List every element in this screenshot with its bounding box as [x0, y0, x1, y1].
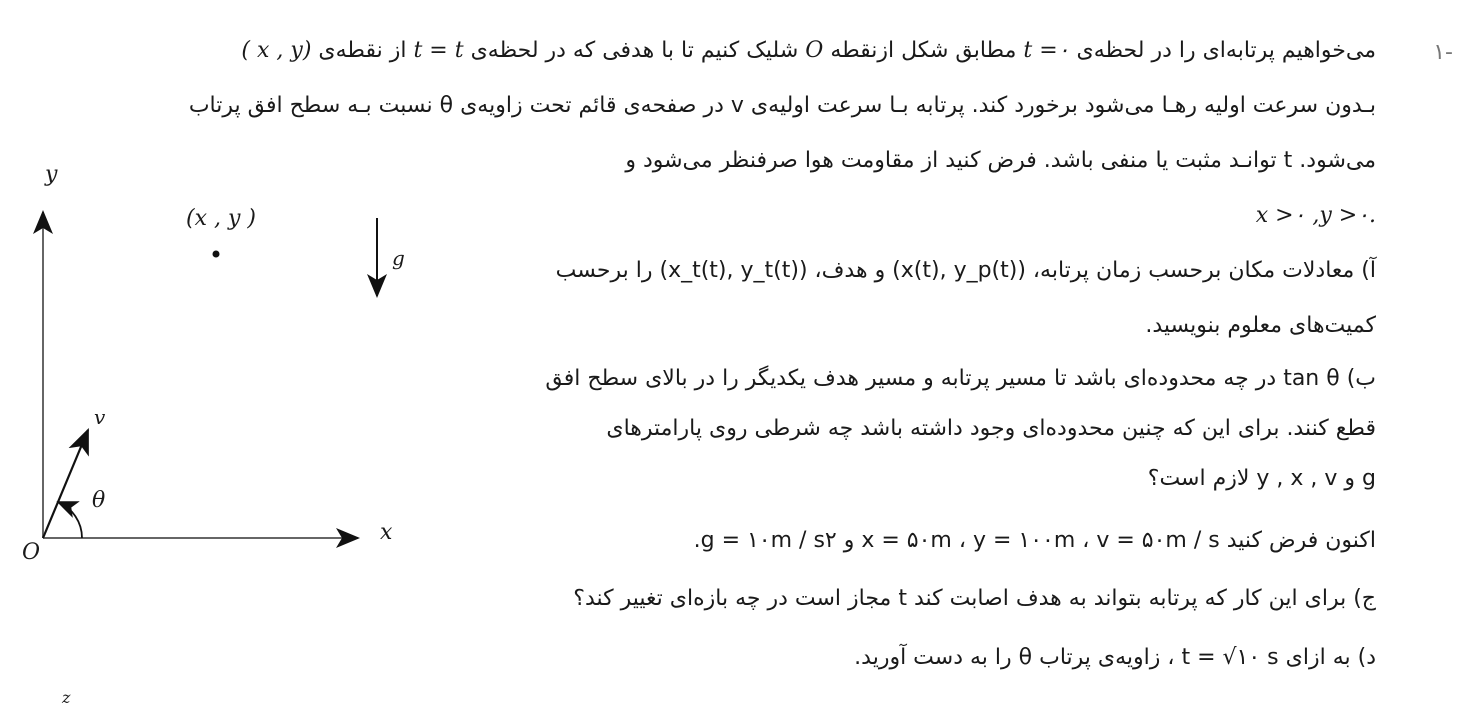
now-assume-line: اکنون فرض کنید x = ۵۰m ، y = ۱۰۰m ، v = ۵۰m / s و g = ۱۰m / s۲. [693, 528, 1376, 553]
line1-text-a: می‌خواهیم پرتابه‌ای را در لحظه‌ی [1076, 38, 1376, 63]
problem-line-2: بـدون سرعت اولیه رهـا می‌شود برخورد کند. پرتابه بـا سرعت اولیه‌ی v در صفحه‌ی قائم تحت زاویه‌ی θ نسبت بـه سطح افق پرتاب [188, 93, 1376, 118]
bottom-axis-label: z [62, 688, 71, 707]
line1-t-eq: t = t [413, 38, 464, 63]
problem-line-1 [241, 38, 1376, 63]
figure-svg [0, 150, 440, 705]
line1-point: (x , y ) [241, 38, 312, 63]
y-axis-label: y [45, 162, 58, 187]
theta-arc [58, 502, 82, 538]
velocity-arrow [43, 430, 88, 538]
velocity-label: v [94, 405, 106, 429]
part-a-line-2: کمیت‌های معلوم بنویسید. [1145, 313, 1376, 338]
line1-text-c: شلیک کنیم تا با هدفی که در لحظه‌ی [470, 38, 799, 63]
part-b-line-1: ب) tan θ در چه محدوده‌ای باشد تا مسیر پرتابه و مسیر هدف یکدیگر را در بالای سطح افق [545, 366, 1376, 391]
part-b-line-3: g و y , x , v لازم است؟ [1147, 466, 1376, 491]
problem-line-3: می‌شود. t توانـد مثبت یا منفی باشد. فرض کنید از مقاومت هوا صرفنظر می‌شود و [625, 148, 1376, 173]
line1-text-b: مطابق شکل ازنقطه [830, 38, 1017, 63]
problem-number: -۱ [1433, 40, 1453, 65]
origin-label: O [22, 540, 41, 565]
part-d-line: د) به ازای t = √۱۰ s ، زاویه‌ی پرتاب θ را به دست آورید. [854, 645, 1376, 670]
part-a-line-1: آ) معادلات مکان برحسب زمان پرتابه، (x(t), y_p(t)) و هدف، (x_t(t), y_t(t)) را برحسب [555, 258, 1376, 283]
problem-line-4: .x >۰ ,y >۰ [1255, 203, 1376, 228]
part-c-line: ج) برای این کار که پرتابه بتواند به هدف اصابت کند t مجاز است در چه بازه‌ای تغییر کند؟ [573, 586, 1376, 611]
theta-label: θ [92, 488, 106, 513]
line1-point-O: O [805, 38, 824, 63]
line1-text-d: از نقطه‌ی [318, 38, 407, 63]
line1-eq-t0: t =۰ [1023, 38, 1070, 63]
figure [0, 150, 440, 705]
target-point-label: (x , y ) [186, 206, 256, 231]
x-axis-label: x [380, 520, 393, 545]
target-point [213, 251, 220, 258]
gravity-label: g [392, 246, 405, 270]
part-b-line-2: قطع کنند. برای این که چنین محدوده‌ای وجود داشته باشد چه شرطی روی پارامترهای [606, 416, 1376, 441]
